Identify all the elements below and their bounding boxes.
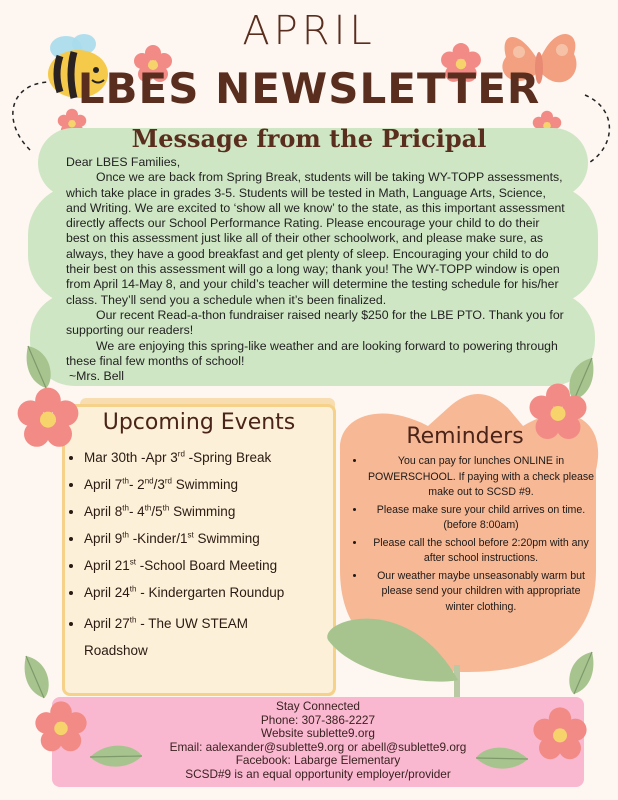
- reminders-title: Reminders: [406, 424, 524, 449]
- event-item: • April 9th -Kinder/1st Swimming: [84, 529, 354, 556]
- leaf-icon: [22, 652, 52, 702]
- leaf-icon: [24, 342, 54, 392]
- newsletter-month: APRIL: [242, 8, 376, 54]
- reminder-item: • Please make sure your child arrives on time. (before 8:00am): [366, 503, 596, 534]
- event-item: • April 27th - The UW STEAM Roadshow: [84, 610, 274, 664]
- events-list: [66, 448, 354, 664]
- flower-icon: [34, 700, 88, 754]
- reminder-item: • Please call the school before 2:20pm with any after school instructions.: [366, 536, 596, 567]
- newsletter-title: LBES NEWSLETTER: [77, 64, 541, 113]
- message-greeting: Dear LBES Families,: [66, 155, 181, 169]
- event-item: • April 24th - Kindergarten Roundup: [84, 583, 354, 610]
- reminder-item: • Our weather maybe unseasonably warm but please send your children with appropriate winter clothing.: [366, 569, 596, 616]
- footer-phone: Phone: 307-386-2227: [260, 712, 376, 727]
- leaf-icon: [566, 648, 596, 698]
- message-paragraph: We are enjoying this spring-like weather and are looking forward to powering through these final few months of school!: [66, 338, 558, 368]
- message-body: [66, 155, 566, 384]
- footer-notice: SCSD#9 is an equal opportunity employer/provider: [185, 766, 451, 781]
- message-paragraph: Our recent Read-a-thon fundraiser raised nearly $250 for the LBE PTO. Thank you for supporting our readers!: [66, 307, 564, 338]
- footer-email[interactable]: Email: aalexander@sublette9.org or abell@sublette9.org: [169, 739, 467, 754]
- message-title: Message from the Pricipal: [131, 124, 487, 153]
- event-item: • Mar 30th -Apr 3rd -Spring Break: [84, 448, 354, 475]
- flower-icon: [16, 386, 80, 450]
- reminder-item: • You can pay for lunches ONLINE in POWERSCHOOL. If paying with a check please make out to SCSD #9.: [366, 454, 596, 501]
- leaf-icon: [474, 744, 530, 774]
- event-item: • April 7th- 2nd/3rd Swimming: [84, 475, 354, 502]
- message-signature: ~Mrs. Bell: [69, 369, 125, 384]
- event-item: • April 21st -School Board Meeting: [84, 556, 354, 583]
- message-paragraph: Once we are back from Spring Break, students will be taking WY-TOPP assessments, which take place in grades 3-5. Students will be tested in Math, Language Arts, Science, and Writing. We are excited to ‘show all we know’ to the state, as this important assessment directly affects our School Performance Rating. Please encourage your child to do their best on this assessment just like all of their other schoolwork, and please make sure, as always, they have a good breakfast and get plenty of sleep. Encouraging your child to do their best on this assessment will go a long way; thank you! The WY-TOPP window is open from April 14-May 8, and your child’s teacher will determine the testing schedule for his/her class. They’ll send you a schedule when it’s been finalized.: [66, 170, 565, 307]
- footer-facebook[interactable]: Facebook: Labarge Elementary: [235, 753, 401, 768]
- footer-website[interactable]: Website sublette9.org: [261, 726, 375, 741]
- footer-heading: Stay Connected: [276, 699, 360, 713]
- event-item: • April 8th- 4th/5th Swimming: [84, 502, 354, 529]
- leaf-icon: [88, 742, 144, 772]
- events-title: Upcoming Events: [102, 410, 296, 435]
- reminders-list: [352, 454, 596, 617]
- flower-icon: [532, 706, 588, 762]
